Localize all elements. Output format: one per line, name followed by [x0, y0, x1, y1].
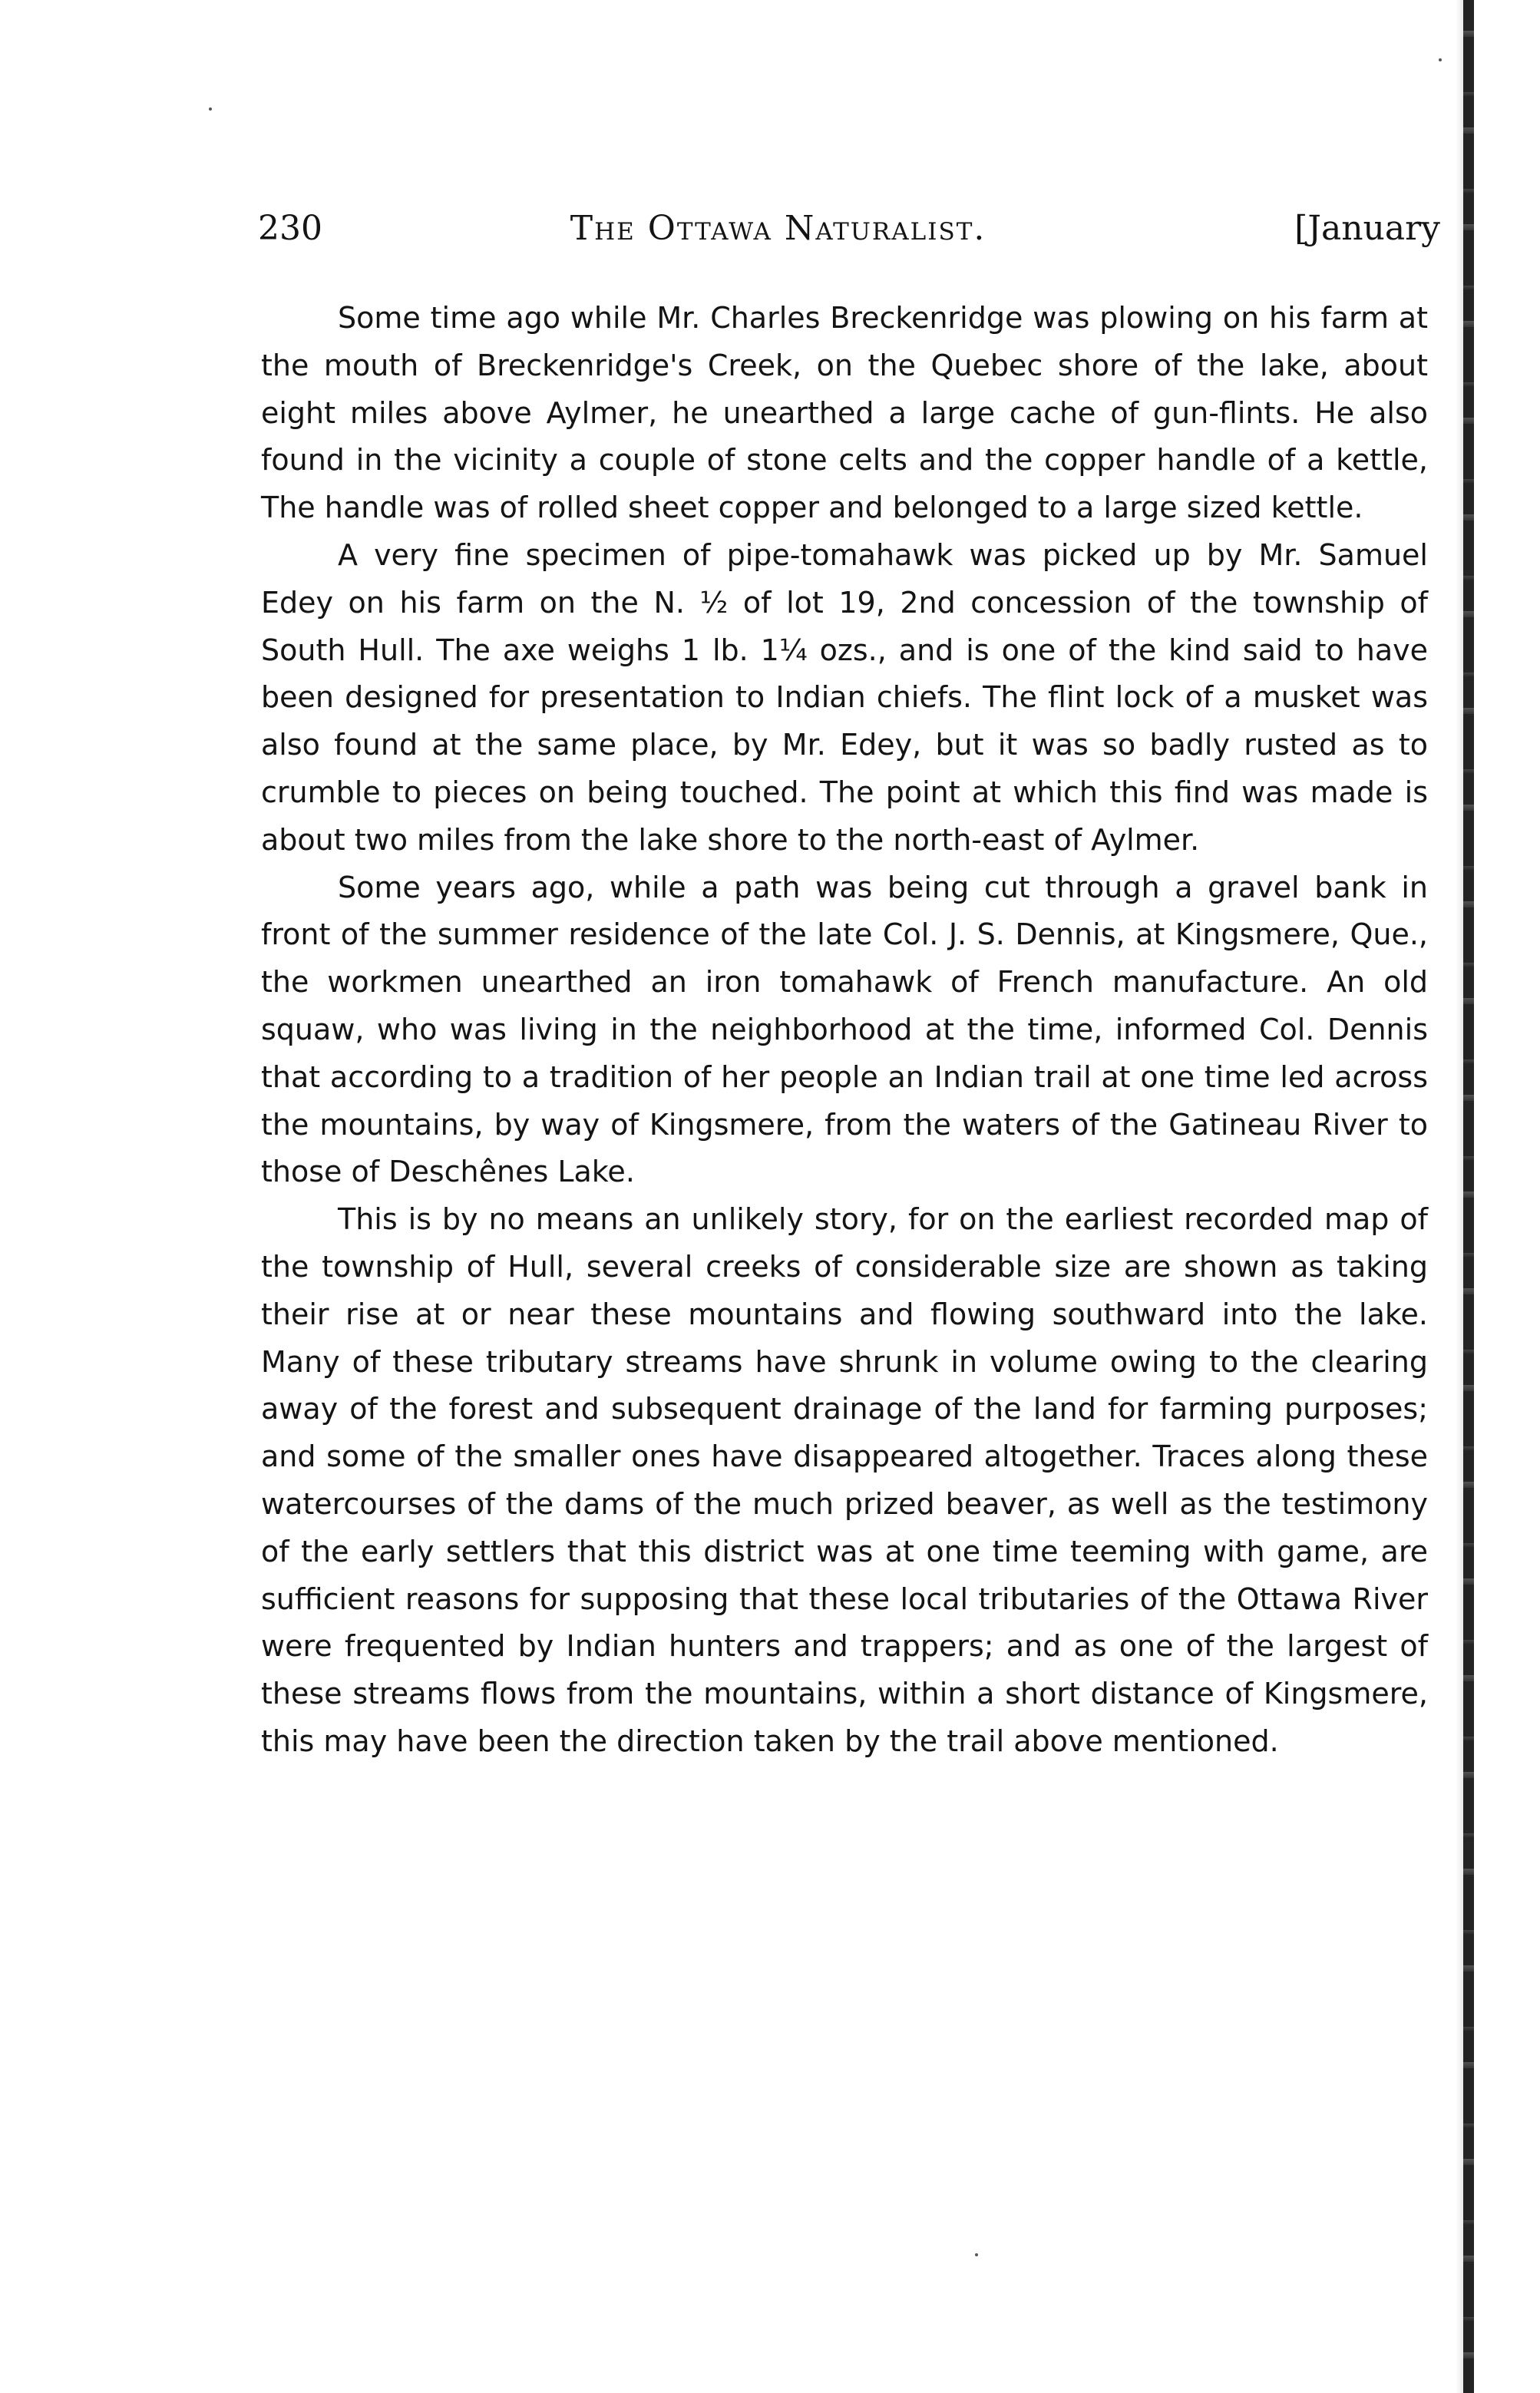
scan-speck [1439, 58, 1442, 61]
page-number: 230 [258, 209, 322, 248]
paragraph: Some time ago while Mr. Charles Breckenridge was plowing on his farm at the mouth of Breckenridge's Creek, on the Quebec shore of the lake, about eight miles above Aylmer, he unearthed a large cache of gun-flints. He also found in the vicinity a couple of stone celts and the copper handle of a kettle, The handle was of rolled sheet copper and belonged to a large sized kettle. [261, 301, 1428, 525]
binding-shadow [1456, 0, 1463, 2393]
paragraph: This is by no means an unlikely story, for on the earliest recorded map of the township of Hull, several creeks of considerable size are shown as taking their rise at or near these mountains and flowing southward into the lake. Many of these tributary streams have shrunk in volume owing to the clearing away of the forest and subsequent drainage of the land for farming purposes; and some of the smaller ones have disappeared altogether. Traces along these watercourses of the dams of the much prized beaver, as well as the testimony of the early settlers that this district was at one time teeming with game, are sufficient reasons for supposing that these local tributaries of the Ottawa River were frequented by Indian hunters and trappers; and as one of the largest of these streams flows from the mountains, within a short distance of Kingsmere, this may have been the direction taken by the trail above mentioned. [261, 1202, 1428, 1758]
issue-month: [January [1294, 209, 1440, 248]
scan-speck [209, 107, 212, 111]
running-header [258, 206, 1440, 259]
binding-edge [1463, 0, 1474, 2393]
journal-title: The Ottawa Naturalist. [570, 209, 986, 248]
scan-speck [975, 2253, 978, 2256]
paragraph: A very fine specimen of pipe-tomahawk was picked up by Mr. Samuel Edey on his farm on the N. ½ of lot 19, 2nd concession of the township of South Hull. The axe weighs 1 lb. 1¼ ozs., and is one of the kind said to have been designed for presentation to Indian chiefs. The flint lock of a musket was also found at the same place, by Mr. Edey, but it was so badly rusted as to crumble to pieces on being touched. The point at which this find was made is about two miles from the lake shore to the north-east of Aylmer. [261, 537, 1428, 857]
paragraph: Some years ago, while a path was being cut through a gravel bank in front of the summer residence of the late Col. J. S. Dennis, at Kingsmere, Que., the workmen unearthed an iron tomahawk of French manufacture. An old squaw, who was living in the neighborhood at the time, informed Col. Dennis that according to a tradition of her people an Indian trail at one time led across the mountains, by way of Kingsmere, from the waters of the Gatineau River to those of Deschênes Lake. [261, 870, 1428, 1189]
article-body [261, 295, 1428, 1766]
